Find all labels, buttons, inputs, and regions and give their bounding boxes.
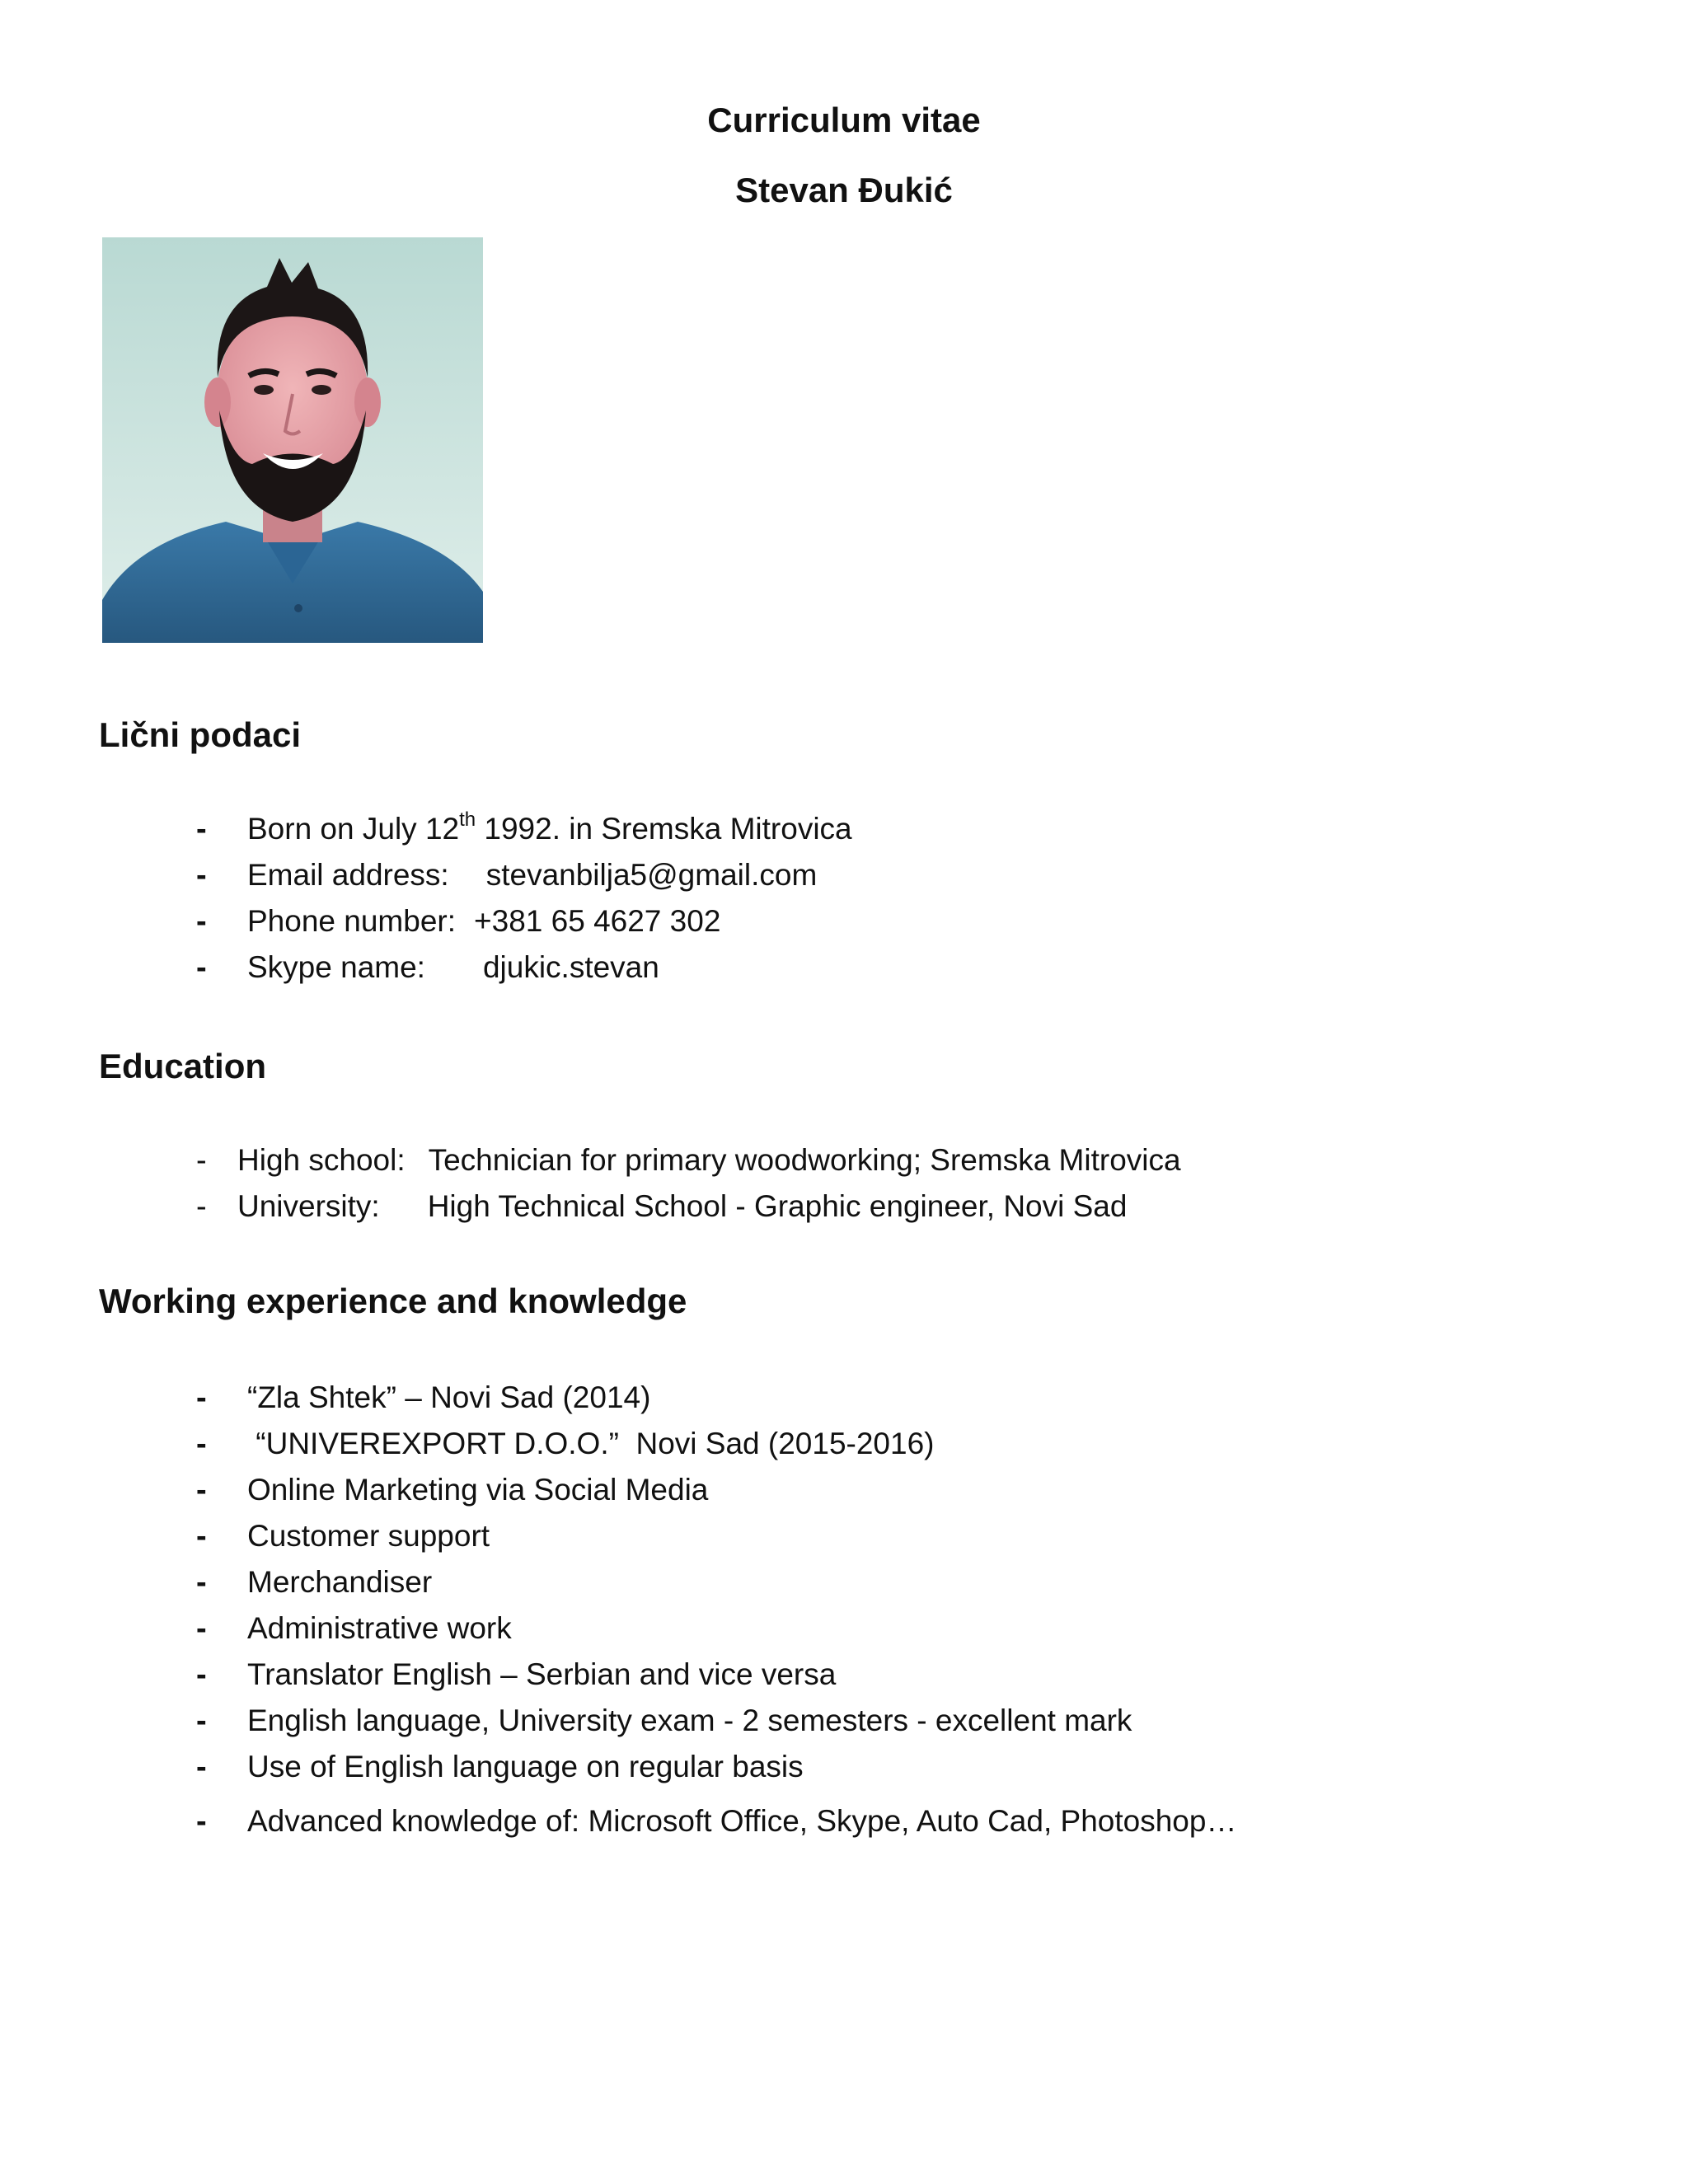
bullet: - [196,1427,207,1461]
skype-label: Skype name: [247,950,425,984]
phone-label: Phone number: [247,904,457,938]
bullet: - [196,1143,207,1178]
work-item-text: English language, University exam - 2 semesters - excellent mark [247,1704,1132,1737]
section-heading-work: Working experience and knowledge [99,1282,687,1320]
phone-value: +381 65 4627 302 [474,904,721,938]
education-value: Technician for primary woodworking; Sremska Mitrovica [428,1143,1181,1177]
born-text: Born on July 12 [247,812,460,846]
born-superscript: th [459,808,476,831]
profile-photo [102,237,483,643]
email-label: Email address: [247,858,449,892]
work-item-text: Merchandiser [247,1565,433,1599]
bullet: - [196,1611,207,1646]
bullet: - [196,812,207,846]
born-text-rest: 1992. in Sremska Mitrovica [476,812,852,846]
education-value: High Technical School - Graphic engineer, Novi Sad [427,1189,1128,1223]
bullet: - [196,1657,207,1692]
education-label: High school: [237,1143,406,1177]
person-name: Stevan Đukić [735,171,953,209]
section-heading-personal: Lični podaci [99,715,302,754]
work-item-text: “Zla Shtek” – Novi Sad (2014) [247,1380,651,1414]
bullet: - [196,904,207,939]
bullet: - [196,1565,207,1600]
bullet: - [196,1189,207,1224]
work-item-text: Translator English – Serbian and vice versa [247,1657,837,1691]
work-item-text: Use of English language on regular basis [247,1750,804,1783]
work-item-text: Customer support [247,1519,490,1553]
bullet: - [196,1380,207,1415]
bullet: - [196,1519,207,1554]
email-value[interactable]: stevanbilja5@gmail.com [485,858,818,892]
bullet: - [196,858,207,893]
work-item-text: Advanced knowledge of: Microsoft Office, Skype, Auto Cad, Photoshop… [247,1804,1237,1838]
section-heading-education: Education [99,1047,267,1085]
document-title: Curriculum vitae [707,101,981,139]
skype-value: djukic.stevan [482,950,659,984]
work-item-text: “UNIVEREXPORT D.O.O.” Novi Sad (2015-2016) [247,1427,935,1460]
bullet: - [196,1704,207,1738]
work-item-text: Online Marketing via Social Media [247,1473,709,1507]
education-label: University: [237,1189,380,1223]
bullet: - [196,1750,207,1784]
bullet: - [196,1473,207,1507]
bullet: - [196,950,207,985]
bullet: - [196,1804,207,1839]
work-item-text: Administrative work [247,1611,512,1645]
